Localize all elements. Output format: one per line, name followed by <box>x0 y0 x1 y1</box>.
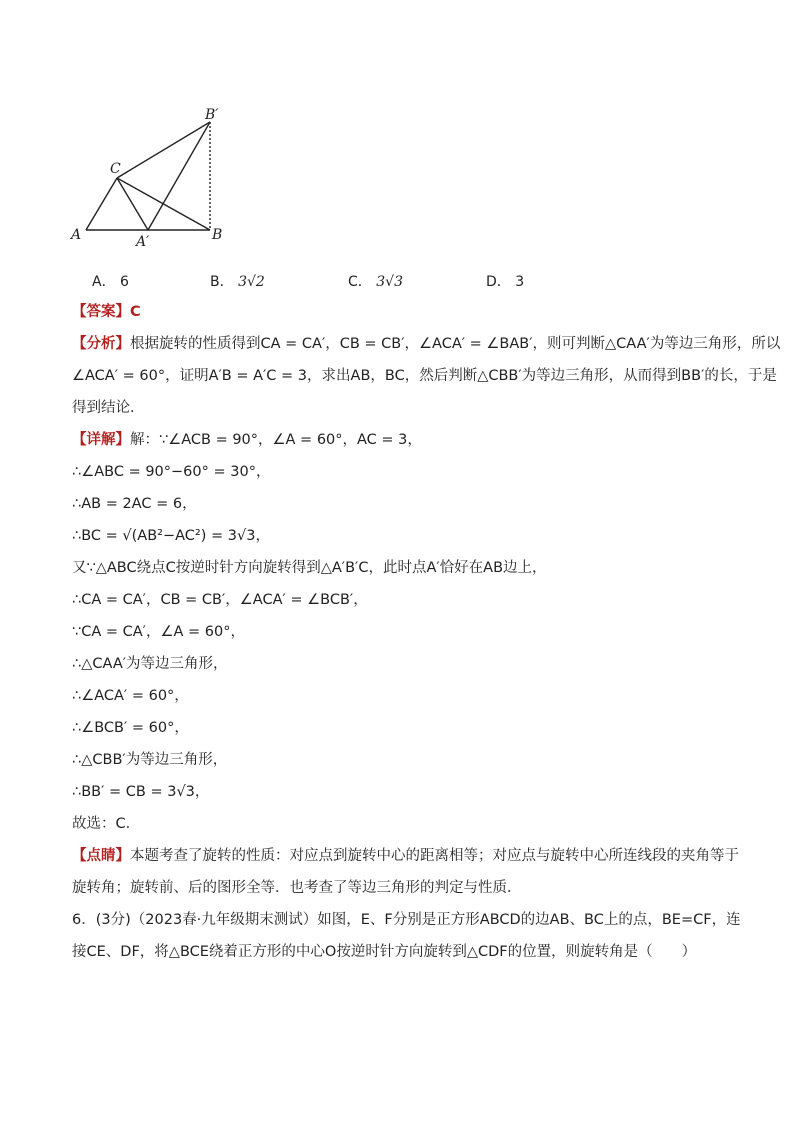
detail-line-8 <box>72 654 228 674</box>
detail-text-12: ∴BB′ = CB = 3√3， <box>72 784 210 800</box>
comment-tag: 【点睛】 <box>72 848 130 864</box>
option-a <box>92 271 129 291</box>
segment-CA1 <box>117 178 148 230</box>
detail-text-2: ∴∠ABC = 90°−60° = 30°， <box>72 464 271 480</box>
detail-line-4 <box>72 526 270 546</box>
segment-CB1 <box>117 122 210 178</box>
detail-line-12 <box>72 782 209 802</box>
comment-text-1: 本题考查了旋转的性质：对应点到旋转中心的距离相等；对应点与旋转中心所连线段的夹角等于 <box>130 848 739 864</box>
detail-line-6 <box>72 590 368 610</box>
question6-text-2: 接CE、DF，将△BCE绕着正方形的中心O按逆时针方向旋转到△CDF的位置，则旋转角是（ ） <box>72 944 697 960</box>
label-B-prime: B′ <box>205 107 219 123</box>
option-d <box>486 271 524 291</box>
question6-line-1 <box>72 910 741 930</box>
segment-AC <box>86 178 117 230</box>
detail-text-10: ∴∠BCB′ = 60°， <box>72 720 189 736</box>
detail-line-10 <box>72 718 189 738</box>
option-d-letter: D． <box>486 274 511 290</box>
detail-line-1 <box>72 430 422 450</box>
label-B: B <box>212 227 223 243</box>
option-b-letter: B． <box>210 274 234 290</box>
detail-text-8: ∴△CAA′为等边三角形， <box>72 656 228 672</box>
option-c-letter: C． <box>348 274 372 290</box>
analysis-line-3 <box>72 398 145 418</box>
option-b-value: 3√2 <box>238 274 265 290</box>
question6-text-1: 6．(3分)（2023春·九年级期末测试）如图，E、F分别是正方形ABCD的边AB、BC上的点，BE=CF，连 <box>72 912 741 928</box>
comment-line-1 <box>72 846 739 866</box>
analysis-tag: 【分析】 <box>72 336 130 352</box>
label-A: A <box>71 227 82 243</box>
option-a-letter: A． <box>92 274 116 290</box>
detail-line-7 <box>72 622 245 642</box>
detail-line-9 <box>72 686 189 706</box>
comment-line-2 <box>72 878 522 898</box>
detail-text-4: ∴BC = √(AB²−AC²) = 3√3， <box>72 528 270 544</box>
detail-text-1: 解：∵∠ACB = 90°，∠A = 60°，AC = 3， <box>130 432 422 448</box>
option-c <box>348 271 403 291</box>
comment-text-2: 旋转角；旋转前、后的图形全等．也考查了等边三角形的判定与性质． <box>72 880 522 896</box>
detail-line-11 <box>72 750 227 770</box>
detail-line-2 <box>72 462 270 482</box>
label-C: C <box>110 161 121 177</box>
analysis-text-1: 根据旋转的性质得到CA = CA′，CB = CB′，∠ACA′ = ∠BAB′，则可判断△CAA′为等边三角形，所以 <box>130 336 781 352</box>
analysis-text-3: 得到结论． <box>72 400 145 416</box>
detail-text-6: ∴CA = CA′，CB = CB′，∠ACA′ = ∠BCB′， <box>72 592 368 608</box>
detail-line-5 <box>72 558 547 578</box>
detail-line-3 <box>72 494 197 514</box>
label-A-prime: A′ <box>136 234 150 250</box>
detail-text-3: ∴AB = 2AC = 6， <box>72 496 197 512</box>
detail-text-11: ∴△CBB′为等边三角形， <box>72 752 228 768</box>
analysis-text-2: ∠ACA′ = 60°，证明A′B = A′C = 3，求出AB，BC，然后判断△CBB′为等边三角形，从而得到BB′的长，于是 <box>72 368 777 384</box>
detail-text-5: 又∵△ABC绕点C按逆时针方向旋转得到△A′B′C，此时点A′恰好在AB边上， <box>72 560 547 576</box>
detail-tag: 【详解】 <box>72 432 130 448</box>
option-d-value: 3 <box>515 274 525 290</box>
answer-tag: 【答案】 <box>72 304 130 320</box>
analysis-line-1 <box>72 334 780 354</box>
option-a-value: 6 <box>120 274 129 290</box>
detail-line-13 <box>72 814 140 834</box>
answer-value: C <box>130 304 141 320</box>
option-c-value: 3√3 <box>376 274 403 290</box>
triangle-rotation-figure <box>66 100 236 250</box>
option-b <box>210 271 265 291</box>
answer-line <box>72 302 141 322</box>
detail-text-9: ∴∠ACA′ = 60°， <box>72 688 189 704</box>
segment-A1B1 <box>148 122 210 230</box>
detail-text-13: 故选：C． <box>72 816 141 832</box>
question6-line-2 <box>72 942 696 962</box>
detail-text-7: ∵CA = CA′，∠A = 60°， <box>72 624 245 640</box>
analysis-line-2 <box>72 366 777 386</box>
